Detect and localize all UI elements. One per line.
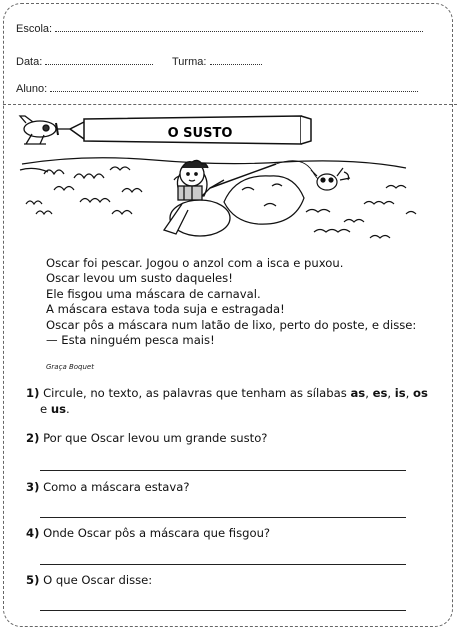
syllable-us: us (50, 402, 66, 416)
mask-icon (311, 168, 350, 190)
question-3 (26, 480, 190, 494)
student-label: Aluno: (16, 83, 48, 95)
question-text: Circule, no texto, as palavras que tenham as sílabas (43, 386, 351, 400)
question-1-continuation (40, 402, 70, 416)
separator: , (405, 386, 413, 400)
question-number: 5) (26, 573, 40, 587)
story-illustration (14, 114, 434, 252)
school-field[interactable] (16, 22, 423, 35)
story-line: — Esta ninguém pesca mais! (46, 333, 215, 348)
author-credit: Graça Boquet (46, 363, 94, 371)
question-text: O que Oscar disse: (43, 573, 153, 587)
story-line: Oscar levou um susto daqueles! (46, 271, 233, 286)
story-line: Oscar pôs a máscara num latão de lixo, perto do poste, e disse: (46, 317, 417, 332)
school-label: Escola: (16, 23, 53, 35)
separator: , (365, 386, 373, 400)
answer-line-2[interactable] (40, 470, 406, 471)
question-text: Como a máscara estava? (43, 480, 190, 494)
story-line: Oscar foi pescar. Jogou o anzol com a isca e puxou. (46, 256, 344, 270)
question-text: Onde Oscar pôs a máscara que fisgou? (43, 526, 271, 540)
question-text: . (65, 402, 70, 416)
question-number: 4) (26, 526, 40, 540)
story-title: O SUSTO (167, 126, 233, 141)
class-blank[interactable] (210, 55, 262, 65)
airplane-icon (20, 116, 70, 144)
school-blank[interactable] (55, 22, 423, 32)
question-2 (26, 431, 267, 445)
question-5 (26, 573, 152, 587)
answer-line-3[interactable] (40, 517, 406, 518)
student-field[interactable] (16, 82, 418, 95)
header-divider (3, 104, 457, 105)
question-number: 3) (26, 480, 40, 494)
syllable-es: es (372, 386, 388, 400)
question-1 (26, 386, 428, 400)
date-blank[interactable] (45, 55, 153, 65)
student-blank[interactable] (50, 82, 418, 92)
syllable-is: is (394, 386, 406, 400)
syllable-os: os (412, 386, 428, 400)
class-field[interactable] (172, 55, 262, 68)
question-text: Por que Oscar levou um grande susto? (43, 431, 268, 445)
answer-line-5[interactable] (40, 610, 406, 611)
question-number: 1) (26, 386, 40, 400)
syllable-as: as (350, 386, 366, 400)
question-text: e (40, 402, 51, 416)
story-text (46, 256, 416, 348)
answer-line-4[interactable] (40, 564, 406, 565)
question-number: 2) (26, 431, 40, 445)
class-label: Turma: (172, 56, 207, 68)
story-line: Ele fisgou uma máscara de carnaval. (46, 286, 261, 301)
question-4 (26, 526, 270, 540)
story-line: A máscara estava toda suja e estragada! (46, 302, 285, 317)
date-label: Data: (16, 56, 43, 68)
separator: , (387, 386, 395, 400)
boy-fishing (164, 160, 230, 236)
date-field[interactable] (16, 55, 153, 68)
